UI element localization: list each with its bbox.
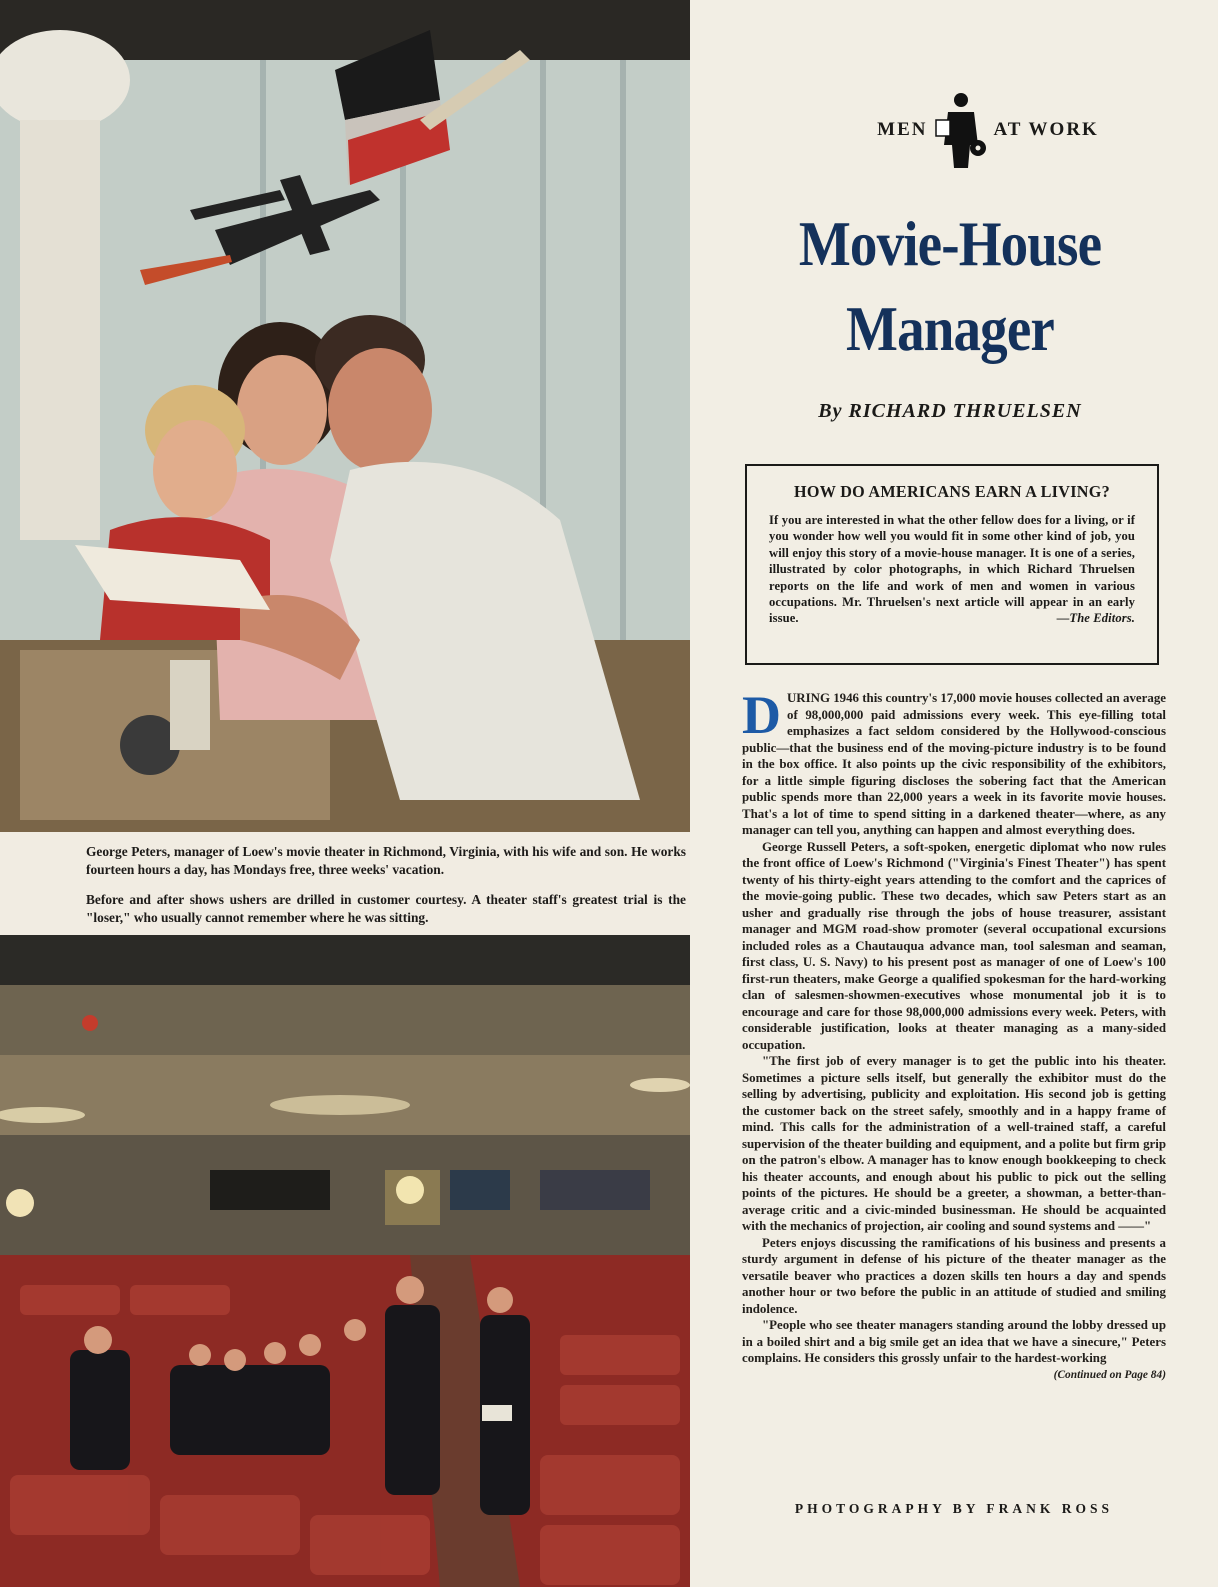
editors-note-heading: HOW DO AMERICANS EARN A LIVING? [794, 482, 1110, 501]
editors-signature: —The Editors. [1056, 611, 1135, 626]
article-paragraph-2: George Russell Peters, a soft-spoken, energetic diplomat who now rules the front office of Loew's Richmond ("Virginia's Finest Theater") has spent twenty of his thirty-eight years attending to the comfort and the caprices of the movie-going public. These two decades, which saw Peters start as an usher and gradually rise through the jobs of house treasurer, assistant manager and MGM road-show promoter (several occupational excursions included roles as a Chautauqua advance man, tool salesman and seaman, first class, U. S. Navy) to his present post as manager of one of Loew's 100 first-run theaters, make George a qualified spokesman for the hard-working clan of salesmen-showmen-executives whose monumental job it is to encourage and care for those 98,000,000 admissions every week. Peters, with considerable justification, looks at theater managing as a many-sided occupation. [742, 839, 1166, 1052]
family-workbench-illustration [0, 0, 690, 832]
drop-cap: D [742, 685, 781, 745]
editors-note-text [769, 512, 1135, 627]
series-title [838, 90, 1138, 170]
headline-line-1: Movie-House [798, 208, 1102, 279]
article-column [690, 0, 1218, 1587]
article-body [742, 685, 1166, 1383]
byline: By RICHARD THRUELSEN [818, 400, 1082, 422]
caption-bottom: Before and after shows ushers are drilled in customer courtesy. A theater staff's greatest trial is the "loser," who usually cannot remember where he was sitting. [86, 892, 686, 925]
series-title-right: AT WORK [993, 119, 1099, 140]
article-paragraph-3: "The first job of every manager is to get the public into his theater. Sometimes a picture sells itself, but generally the exhibitor must do the selling by advertising, publicity and exploitation. His second job is getting the customer back on the street safely, smoothly and in a happy frame of mind. This calls for the administration of a well-trained staff, a careful supervision of the theater building and equipment, and a polite but firm grip on the patron's elbow. A manager has to know enough bookkeeping to check his theater accounts, and enough about his public to pick out the selling points of the pictures. He should be a greeter, a showman, a better-than-average critic and a civic-minded businessman. He should be acquainted with the mechanics of projection, air cooling and sound systems and ——" [742, 1054, 1166, 1233]
continued-note: (Continued on Page 84) [1053, 1368, 1166, 1381]
photo-credit: PHOTOGRAPHY BY FRANK ROSS [794, 1501, 1114, 1516]
photo-theater-auditorium [0, 935, 690, 1587]
editors-note-box [745, 464, 1159, 665]
article-paragraph-1 [742, 685, 1166, 839]
article-paragraph-1-text: URING 1946 this country's 17,000 movie houses collected an average of 98,000,000 paid admissions every week. This eye-filling total emphasizes a fact seldom considered by the Hollywood-conscious public—that the business end of the moving-picture industry is to be found in the box office. It also points up the civic responsibility of the exhibitors, for a little simple figuring discloses the sobering fact that the American public spends more than 22,000 years a week in its favorite movie houses. That's a lot of time to spend sitting in a darkened theater—where, as any manager can tell you, anything can happen and almost everything does. [742, 691, 1166, 837]
headline-line-2: Manager [846, 293, 1054, 364]
theater-auditorium-illustration [0, 935, 690, 1587]
photo-family-workbench [0, 0, 690, 832]
series-title-left: MEN [877, 119, 928, 140]
article-paragraph-4: Peters enjoys discussing the ramifications of his business and presents a sturdy argument in defense of his picture of the theater manager as the versatile beaver who practices a dozen skills ten hours a day and spends another hour or two before the public in an attitude of studied and smiling indolence. [742, 1235, 1166, 1316]
man-with-film-reel-icon [934, 90, 988, 170]
caption-top: George Peters, manager of Loew's movie theater in Richmond, Virginia, with his wife and son. He works fourteen hours a day, has Mondays free, three weeks' vacation. [86, 844, 686, 877]
article-paragraph-5-text: "People who see theater managers standing around the lobby dressed up in a boiled shirt and a big smile get an idea that we have a sinecure," Peters complains. He considers this grossly unfair to the hardest-working [742, 1318, 1166, 1365]
editors-note-body: If you are interested in what the other fellow does for a living, or if you wonder how well you would fit in some other kind of job, you will enjoy this story of a movie-house manager. It is one of a series, illustrated by color photographs, in which Richard Thruelsen reports on the life and work of men and women in various occupations. Mr. Thruelsen's next article will appear in an early issue. [769, 513, 1135, 626]
article-paragraph-5 [742, 1317, 1166, 1381]
